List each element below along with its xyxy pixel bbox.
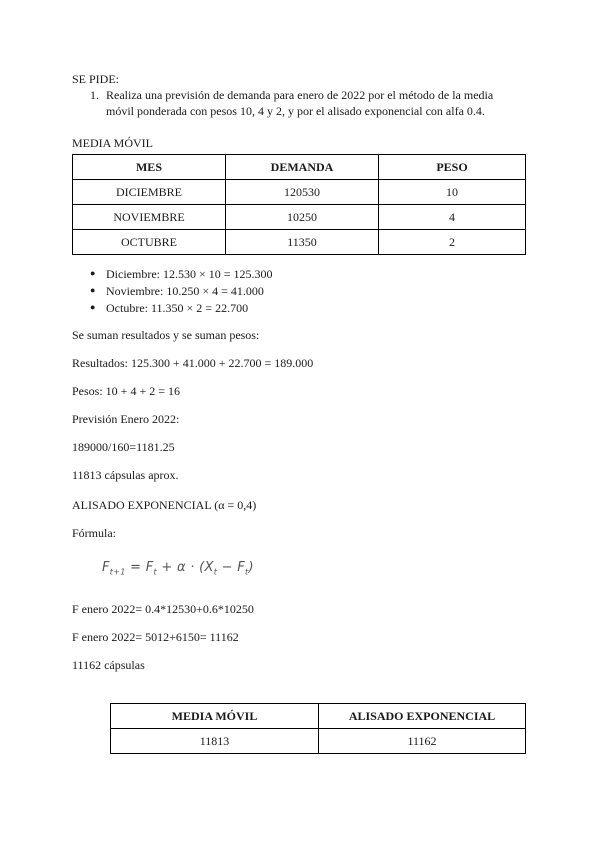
table-header-row: [111, 704, 526, 729]
formula-part: F: [102, 560, 110, 575]
table-row: [73, 205, 526, 230]
bullet-icon: ●: [90, 302, 96, 312]
sum-note: Se suman resultados y se suman pesos:: [72, 328, 260, 342]
request-line-1: Realiza una previsión de demanda para enero de 2022 por el método de la media: [106, 88, 494, 102]
table-cell: 120530: [226, 180, 379, 205]
formula-sub: t: [213, 567, 218, 577]
table-cell: 4: [379, 205, 526, 230]
table-cell: 10250: [226, 205, 379, 230]
table-cell: 11813: [111, 729, 319, 754]
summary-table: [110, 703, 526, 754]
table-cell: 11350: [226, 230, 379, 255]
weights-line: Pesos: 10 + 4 + 2 = 16: [72, 384, 180, 398]
table-row: [73, 180, 526, 205]
list-item: Octubre: 11.350 × 2 = 22.700: [106, 301, 249, 315]
table-row: [111, 729, 526, 754]
formula-part: =: [130, 560, 142, 575]
exponential-calc-1: F enero 2022= 0.4*12530+0.6*10250: [72, 602, 254, 616]
table-header-cell: MES: [73, 155, 226, 180]
formula-part: F: [237, 560, 246, 575]
table-header-cell: DEMANDA: [226, 155, 379, 180]
formula-part: + α · (: [161, 560, 205, 575]
list-item: Diciembre: 12.530 × 10 = 125.300: [106, 267, 273, 281]
formula-part: F: [145, 560, 154, 575]
table-cell: OCTUBRE: [73, 230, 226, 255]
bullet-icon: ●: [90, 285, 96, 295]
table-cell: 2: [379, 230, 526, 255]
table-header-row: [73, 155, 526, 180]
bullet-icon: ●: [90, 268, 96, 278]
formula-part: ): [248, 560, 254, 575]
results-line: Resultados: 125.300 + 41.000 + 22.700 = 189.000: [72, 356, 314, 370]
request-heading: SE PIDE:: [72, 72, 120, 86]
moving-average-title: MEDIA MÓVIL: [72, 136, 153, 150]
formula: [102, 560, 254, 577]
formula-part: X: [204, 560, 214, 575]
formula-sub: t: [153, 567, 157, 577]
table-header-cell: PESO: [379, 155, 526, 180]
forecast-label: Previsión Enero 2022:: [72, 412, 180, 426]
table-header-cell: ALISADO EXPONENCIAL: [319, 704, 526, 729]
forecast-result: 11813 cápsulas aprox.: [72, 468, 179, 482]
formula-part: −: [221, 560, 233, 575]
forecast-calc: 189000/160=1181.25: [72, 440, 175, 454]
list-item: Noviembre: 10.250 × 4 = 41.000: [106, 284, 264, 298]
table-cell: 10: [379, 180, 526, 205]
table-cell: NOVIEMBRE: [73, 205, 226, 230]
table-header-cell: MEDIA MÓVIL: [111, 704, 319, 729]
table-cell: 11162: [319, 729, 526, 754]
formula-label: Fórmula:: [72, 526, 116, 540]
table-row: [73, 230, 526, 255]
exponential-result: 11162 cápsulas: [72, 658, 145, 672]
table-cell: DICIEMBRE: [73, 180, 226, 205]
request-number: 1.: [90, 88, 99, 102]
formula-sub: t+1: [109, 567, 126, 577]
moving-average-table: [72, 154, 526, 255]
exponential-title: ALISADO EXPONENCIAL (α = 0,4): [72, 498, 257, 512]
exponential-calc-2: F enero 2022= 5012+6150= 11162: [72, 630, 239, 644]
formula-sub: t: [245, 567, 249, 577]
request-line-2: móvil ponderada con pesos 10, 4 y 2, y por el alisado exponencial con alfa 0.4.: [106, 104, 485, 118]
